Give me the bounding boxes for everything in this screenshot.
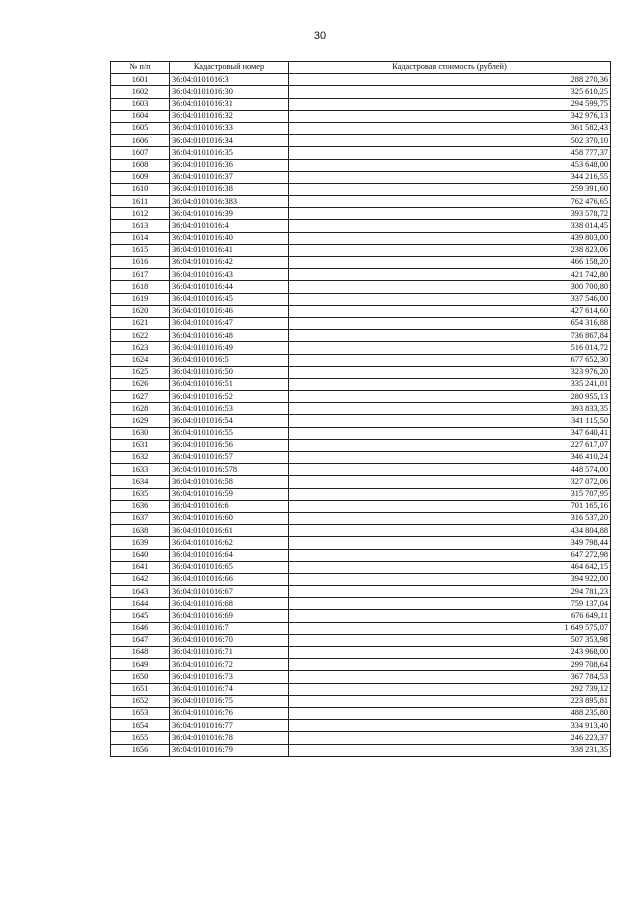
cadastral-number: 36:04:0101016:7 bbox=[170, 622, 289, 634]
cadastral-value: 347 640,41 bbox=[289, 427, 611, 439]
cadastral-number: 36:04:0101016:75 bbox=[170, 695, 289, 707]
cadastral-value: 337 546,00 bbox=[289, 293, 611, 305]
cadastral-value: 316 537,20 bbox=[289, 512, 611, 524]
cadastral-number: 36:04:0101016:48 bbox=[170, 330, 289, 342]
cadastral-value: 361 582,43 bbox=[289, 122, 611, 134]
row-number: 1634 bbox=[111, 476, 170, 488]
row-number: 1615 bbox=[111, 244, 170, 256]
cadastral-number: 36:04:0101016:71 bbox=[170, 647, 289, 659]
cadastral-value: 516 014,72 bbox=[289, 342, 611, 354]
cadastral-number: 36:04:0101016:70 bbox=[170, 634, 289, 646]
cadastral-number: 36:04:0101016:33 bbox=[170, 122, 289, 134]
row-number: 1643 bbox=[111, 586, 170, 598]
cadastral-number: 36:04:0101016:51 bbox=[170, 378, 289, 390]
cadastral-number: 36:04:0101016:69 bbox=[170, 610, 289, 622]
cadastral-value: 676 649,11 bbox=[289, 610, 611, 622]
table-row bbox=[111, 427, 611, 439]
row-number: 1651 bbox=[111, 683, 170, 695]
row-number: 1618 bbox=[111, 281, 170, 293]
cadastral-value: 323 976,20 bbox=[289, 366, 611, 378]
row-number: 1602 bbox=[111, 86, 170, 98]
cadastre-table bbox=[110, 61, 611, 757]
cadastral-value: 315 707,95 bbox=[289, 488, 611, 500]
table-row bbox=[111, 269, 611, 281]
row-number: 1654 bbox=[111, 720, 170, 732]
row-number: 1621 bbox=[111, 317, 170, 329]
cadastral-number: 36:04:0101016:43 bbox=[170, 269, 289, 281]
cadastral-number: 36:04:0101016:42 bbox=[170, 257, 289, 269]
cadastral-number: 36:04:0101016:5 bbox=[170, 354, 289, 366]
row-number: 1629 bbox=[111, 415, 170, 427]
cadastral-value: 427 614,60 bbox=[289, 305, 611, 317]
table-row bbox=[111, 537, 611, 549]
cadastral-number: 36:04:0101016:54 bbox=[170, 415, 289, 427]
cadastral-value: 246 223,37 bbox=[289, 732, 611, 744]
table-row bbox=[111, 732, 611, 744]
row-number: 1601 bbox=[111, 74, 170, 86]
table-row bbox=[111, 512, 611, 524]
table-row bbox=[111, 342, 611, 354]
cadastral-number: 36:04:0101016:60 bbox=[170, 512, 289, 524]
cadastral-number: 36:04:0101016:3 bbox=[170, 74, 289, 86]
table-row bbox=[111, 488, 611, 500]
header-row bbox=[111, 62, 611, 74]
cadastral-number: 36:04:0101016:39 bbox=[170, 208, 289, 220]
table-row bbox=[111, 208, 611, 220]
cadastral-value: 292 739,12 bbox=[289, 683, 611, 695]
table-row bbox=[111, 525, 611, 537]
table-row bbox=[111, 610, 611, 622]
row-number: 1610 bbox=[111, 183, 170, 195]
table-body bbox=[111, 74, 611, 757]
row-number: 1635 bbox=[111, 488, 170, 500]
row-number: 1649 bbox=[111, 659, 170, 671]
cadastral-value: 654 316,88 bbox=[289, 317, 611, 329]
table-row bbox=[111, 464, 611, 476]
cadastral-number: 36:04:0101016:67 bbox=[170, 586, 289, 598]
row-number: 1632 bbox=[111, 452, 170, 464]
row-number: 1636 bbox=[111, 500, 170, 512]
row-number: 1603 bbox=[111, 98, 170, 110]
row-number: 1620 bbox=[111, 305, 170, 317]
cadastral-value: 458 777,37 bbox=[289, 147, 611, 159]
cadastral-value: 394 922,00 bbox=[289, 573, 611, 585]
cadastral-value: 701 165,16 bbox=[289, 500, 611, 512]
table-row bbox=[111, 86, 611, 98]
cadastral-number: 36:04:0101016:49 bbox=[170, 342, 289, 354]
cadastral-value: 294 599,75 bbox=[289, 98, 611, 110]
cadastral-value: 453 648,00 bbox=[289, 159, 611, 171]
row-number: 1648 bbox=[111, 647, 170, 659]
row-number: 1628 bbox=[111, 403, 170, 415]
table-row bbox=[111, 476, 611, 488]
row-number: 1614 bbox=[111, 232, 170, 244]
cadastral-number: 36:04:0101016:38 bbox=[170, 183, 289, 195]
row-number: 1633 bbox=[111, 464, 170, 476]
table-row bbox=[111, 549, 611, 561]
row-number: 1624 bbox=[111, 354, 170, 366]
table-row bbox=[111, 281, 611, 293]
table-row bbox=[111, 159, 611, 171]
table-row bbox=[111, 74, 611, 86]
row-number: 1637 bbox=[111, 512, 170, 524]
cadastral-value: 439 803,00 bbox=[289, 232, 611, 244]
table-row bbox=[111, 707, 611, 719]
cadastral-value: 434 804,88 bbox=[289, 525, 611, 537]
row-number: 1623 bbox=[111, 342, 170, 354]
cadastral-value: 243 968,00 bbox=[289, 647, 611, 659]
row-number: 1607 bbox=[111, 147, 170, 159]
row-number: 1611 bbox=[111, 196, 170, 208]
table-row bbox=[111, 561, 611, 573]
cadastral-number: 36:04:0101016:47 bbox=[170, 317, 289, 329]
table-header bbox=[111, 62, 611, 74]
cadastral-number: 36:04:0101016:32 bbox=[170, 110, 289, 122]
cadastral-value: 647 272,98 bbox=[289, 549, 611, 561]
table-row bbox=[111, 598, 611, 610]
cadastral-number: 36:04:0101016:383 bbox=[170, 196, 289, 208]
row-number: 1630 bbox=[111, 427, 170, 439]
cadastral-value: 1 649 575,07 bbox=[289, 622, 611, 634]
cadastral-value: 288 270,36 bbox=[289, 74, 611, 86]
cadastral-value: 736 867,84 bbox=[289, 330, 611, 342]
header-cadastral-value: Кадастровая стоимость (рублей) bbox=[289, 62, 611, 74]
row-number: 1645 bbox=[111, 610, 170, 622]
cadastral-value: 488 235,80 bbox=[289, 707, 611, 719]
cadastral-value: 280 955,13 bbox=[289, 391, 611, 403]
cadastral-number: 36:04:0101016:55 bbox=[170, 427, 289, 439]
row-number: 1604 bbox=[111, 110, 170, 122]
table-row bbox=[111, 220, 611, 232]
table-row bbox=[111, 403, 611, 415]
cadastral-number: 36:04:0101016:56 bbox=[170, 439, 289, 451]
table-row bbox=[111, 257, 611, 269]
row-number: 1605 bbox=[111, 122, 170, 134]
page-number: 30 bbox=[313, 30, 327, 42]
cadastral-value: 507 353,98 bbox=[289, 634, 611, 646]
row-number: 1650 bbox=[111, 671, 170, 683]
cadastral-value: 393 578,72 bbox=[289, 208, 611, 220]
table-row bbox=[111, 98, 611, 110]
cadastral-number: 36:04:0101016:46 bbox=[170, 305, 289, 317]
cadastral-number: 36:04:0101016:44 bbox=[170, 281, 289, 293]
row-number: 1606 bbox=[111, 135, 170, 147]
row-number: 1652 bbox=[111, 695, 170, 707]
table-row bbox=[111, 317, 611, 329]
cadastral-number: 36:04:0101016:66 bbox=[170, 573, 289, 585]
table-row bbox=[111, 354, 611, 366]
cadastral-value: 335 241,01 bbox=[289, 378, 611, 390]
cadastral-number: 36:04:0101016:30 bbox=[170, 86, 289, 98]
table-row bbox=[111, 695, 611, 707]
table-row bbox=[111, 622, 611, 634]
cadastral-value: 346 410,24 bbox=[289, 452, 611, 464]
cadastral-number: 36:04:0101016:79 bbox=[170, 744, 289, 756]
cadastral-number: 36:04:0101016:37 bbox=[170, 171, 289, 183]
cadastral-number: 36:04:0101016:35 bbox=[170, 147, 289, 159]
row-number: 1647 bbox=[111, 634, 170, 646]
cadastral-number: 36:04:0101016:45 bbox=[170, 293, 289, 305]
cadastral-number: 36:04:0101016:62 bbox=[170, 537, 289, 549]
cadastral-value: 341 115,50 bbox=[289, 415, 611, 427]
row-number: 1609 bbox=[111, 171, 170, 183]
table-row bbox=[111, 452, 611, 464]
table-row bbox=[111, 135, 611, 147]
table-row bbox=[111, 196, 611, 208]
cadastral-value: 464 642,15 bbox=[289, 561, 611, 573]
row-number: 1608 bbox=[111, 159, 170, 171]
cadastral-number: 36:04:0101016:31 bbox=[170, 98, 289, 110]
cadastral-value: 300 700,80 bbox=[289, 281, 611, 293]
table-row bbox=[111, 232, 611, 244]
cadastral-value: 502 370,10 bbox=[289, 135, 611, 147]
row-number: 1627 bbox=[111, 391, 170, 403]
row-number: 1646 bbox=[111, 622, 170, 634]
cadastral-value: 338 231,35 bbox=[289, 744, 611, 756]
table-row bbox=[111, 183, 611, 195]
table-row bbox=[111, 122, 611, 134]
table-row bbox=[111, 330, 611, 342]
cadastral-number: 36:04:0101016:36 bbox=[170, 159, 289, 171]
row-number: 1631 bbox=[111, 439, 170, 451]
cadastral-number: 36:04:0101016:58 bbox=[170, 476, 289, 488]
table-row bbox=[111, 305, 611, 317]
table-row bbox=[111, 244, 611, 256]
cadastral-number: 36:04:0101016:68 bbox=[170, 598, 289, 610]
cadastral-number: 36:04:0101016:57 bbox=[170, 452, 289, 464]
cadastral-value: 338 014,45 bbox=[289, 220, 611, 232]
row-number: 1619 bbox=[111, 293, 170, 305]
table-row bbox=[111, 439, 611, 451]
header-number: № п/п bbox=[111, 62, 170, 74]
cadastral-value: 299 708,64 bbox=[289, 659, 611, 671]
cadastral-value: 759 137,04 bbox=[289, 598, 611, 610]
cadastral-value: 334 913,40 bbox=[289, 720, 611, 732]
cadastral-value: 762 476,65 bbox=[289, 196, 611, 208]
table-row bbox=[111, 573, 611, 585]
cadastral-number: 36:04:0101016:73 bbox=[170, 671, 289, 683]
row-number: 1612 bbox=[111, 208, 170, 220]
table-row bbox=[111, 378, 611, 390]
cadastral-number: 36:04:0101016:50 bbox=[170, 366, 289, 378]
row-number: 1642 bbox=[111, 573, 170, 585]
table-row bbox=[111, 671, 611, 683]
row-number: 1626 bbox=[111, 378, 170, 390]
row-number: 1616 bbox=[111, 257, 170, 269]
cadastral-number: 36:04:0101016:40 bbox=[170, 232, 289, 244]
cadastral-number: 36:04:0101016:4 bbox=[170, 220, 289, 232]
row-number: 1617 bbox=[111, 269, 170, 281]
cadastral-value: 259 391,60 bbox=[289, 183, 611, 195]
cadastral-number: 36:04:0101016:34 bbox=[170, 135, 289, 147]
cadastral-number: 36:04:0101016:65 bbox=[170, 561, 289, 573]
cadastral-value: 466 158,20 bbox=[289, 257, 611, 269]
row-number: 1655 bbox=[111, 732, 170, 744]
cadastral-value: 677 652,30 bbox=[289, 354, 611, 366]
row-number: 1613 bbox=[111, 220, 170, 232]
row-number: 1639 bbox=[111, 537, 170, 549]
cadastral-value: 342 976,13 bbox=[289, 110, 611, 122]
cadastral-value: 227 617,07 bbox=[289, 439, 611, 451]
table-row bbox=[111, 147, 611, 159]
table-row bbox=[111, 171, 611, 183]
table-row bbox=[111, 110, 611, 122]
table-row bbox=[111, 683, 611, 695]
cadastral-value: 349 798,44 bbox=[289, 537, 611, 549]
row-number: 1640 bbox=[111, 549, 170, 561]
row-number: 1622 bbox=[111, 330, 170, 342]
cadastral-number: 36:04:0101016:578 bbox=[170, 464, 289, 476]
cadastral-value: 448 574,00 bbox=[289, 464, 611, 476]
cadastral-value: 344 216,55 bbox=[289, 171, 611, 183]
table-row bbox=[111, 366, 611, 378]
table-row bbox=[111, 634, 611, 646]
row-number: 1641 bbox=[111, 561, 170, 573]
row-number: 1656 bbox=[111, 744, 170, 756]
header-cadastral-number: Кадастровый номер bbox=[170, 62, 289, 74]
cadastral-value: 393 833,35 bbox=[289, 403, 611, 415]
row-number: 1638 bbox=[111, 525, 170, 537]
table-row bbox=[111, 415, 611, 427]
cadastral-number: 36:04:0101016:6 bbox=[170, 500, 289, 512]
cadastral-value: 223 895,81 bbox=[289, 695, 611, 707]
cadastral-number: 36:04:0101016:76 bbox=[170, 707, 289, 719]
cadastral-number: 36:04:0101016:52 bbox=[170, 391, 289, 403]
table-row bbox=[111, 391, 611, 403]
cadastral-value: 327 072,06 bbox=[289, 476, 611, 488]
cadastral-value: 238 823,06 bbox=[289, 244, 611, 256]
cadastral-value: 367 784,53 bbox=[289, 671, 611, 683]
cadastral-number: 36:04:0101016:53 bbox=[170, 403, 289, 415]
cadastral-number: 36:04:0101016:61 bbox=[170, 525, 289, 537]
cadastral-number: 36:04:0101016:64 bbox=[170, 549, 289, 561]
row-number: 1653 bbox=[111, 707, 170, 719]
cadastral-number: 36:04:0101016:78 bbox=[170, 732, 289, 744]
table-row bbox=[111, 586, 611, 598]
cadastral-number: 36:04:0101016:72 bbox=[170, 659, 289, 671]
cadastral-number: 36:04:0101016:77 bbox=[170, 720, 289, 732]
table-row bbox=[111, 293, 611, 305]
table-row bbox=[111, 647, 611, 659]
table-row bbox=[111, 659, 611, 671]
cadastral-value: 294 781,23 bbox=[289, 586, 611, 598]
table-row bbox=[111, 744, 611, 756]
cadastral-value: 325 610,25 bbox=[289, 86, 611, 98]
cadastral-value: 421 742,80 bbox=[289, 269, 611, 281]
row-number: 1644 bbox=[111, 598, 170, 610]
cadastral-number: 36:04:0101016:59 bbox=[170, 488, 289, 500]
table-row bbox=[111, 720, 611, 732]
cadastral-number: 36:04:0101016:41 bbox=[170, 244, 289, 256]
row-number: 1625 bbox=[111, 366, 170, 378]
cadastral-number: 36:04:0101016:74 bbox=[170, 683, 289, 695]
table-row bbox=[111, 500, 611, 512]
